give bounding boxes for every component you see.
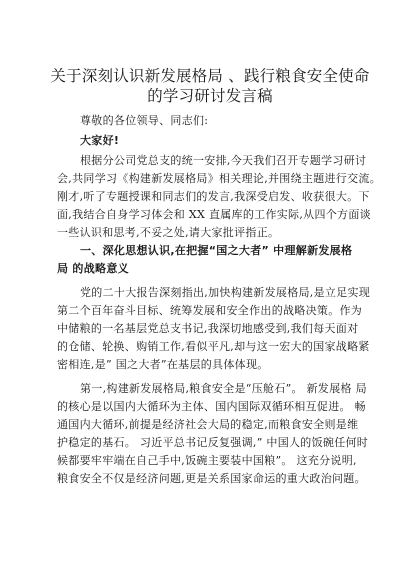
- section-heading-line: 局 的战略意义: [57, 262, 129, 275]
- paragraph-3-line: 第一,构建新发展格局,粮食安全是“压舱石”。 新发展格 局: [80, 382, 367, 395]
- paragraph-3-line: 候都要牢牢端在自己手中,饭碗主要装中国粮”。 这充分说明,: [57, 454, 357, 467]
- paragraph-3-line: 护稳定的基石。 习近平总书记反复强调,” 中国人的饭碗任何时: [57, 436, 369, 449]
- paragraph-1-line: 一些认识和思考,不妥之处,请大家批评指正。: [57, 226, 280, 239]
- paragraph-1-line: 刚才,听了专题授课和同志们的发言,我深受启发、收获很大。下: [57, 190, 370, 203]
- section-heading-line: 一、深化思想认识,在把握“国之大者” 中理解新发展格: [80, 244, 353, 257]
- paragraph-1-line: 会,共同学习《构建新发展格局》相关理论,并围绕主题进行交流。: [57, 172, 381, 185]
- document-title-line-1: 关于深刻认识新发展格局 、践行粮食安全使命: [50, 67, 370, 85]
- salutation: 尊敬的各位领导、同志们:: [80, 114, 209, 127]
- paragraph-2-line: 中储粮的一名基层党总支书记,我深切地感受到,我们每天面对: [57, 322, 359, 335]
- paragraph-2-line: 第二个百年奋斗目标、统筹发展和安全作出的战略决策。作为: [57, 304, 363, 317]
- paragraph-3-line: 通国内大循环,前提是经济社会大局的稳定,而粮食安全则是维: [57, 418, 359, 431]
- paragraph-1-line: 面,我结合自身学习体会和 XX 直属库的工作实际,从四个方面谈: [57, 208, 371, 221]
- greeting: 大家好!: [80, 134, 120, 147]
- paragraph-2-line: 的仓储、轮换、购销工作,看似平凡,却与这一宏大的国家战略紧: [57, 340, 370, 353]
- paragraph-3-line: 粮食安全不仅是经济问题,更是关系国家命运的重大政治问题。: [57, 472, 366, 485]
- paragraph-1-line: 根据分公司党总支的统一安排,今天我们召开专题学习研讨: [80, 154, 367, 167]
- paragraph-3-line: 的核心是以国内大循环为主体、国内国际双循环相互促进。 畅: [57, 400, 366, 413]
- document-title-line-2: 的学习研讨发言稿: [147, 87, 273, 105]
- paragraph-2-line: 党的二十大报告深刻指出,加快构建新发展格局,是立足实现: [80, 286, 371, 299]
- paragraph-2-line: 密相连,是” 国之大者”在基层的具体体现。: [57, 358, 269, 371]
